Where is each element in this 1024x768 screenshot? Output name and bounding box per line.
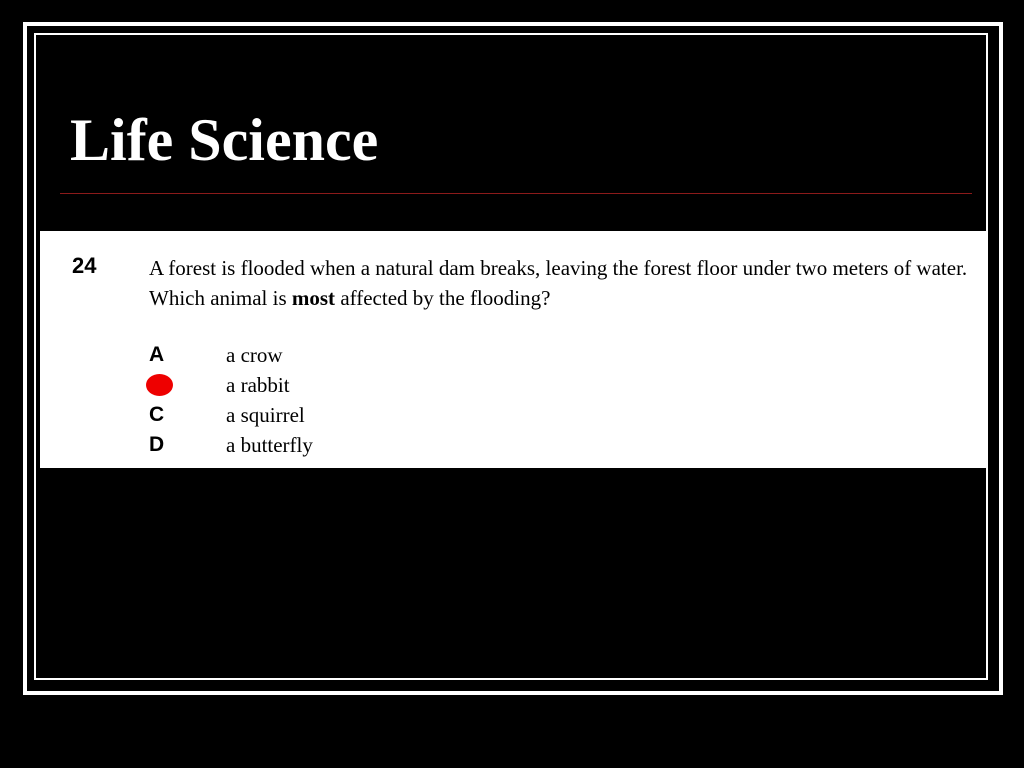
- title-divider: [60, 193, 972, 194]
- choice-letter-a: A: [149, 343, 165, 366]
- answer-choice-d[interactable]: [149, 430, 549, 460]
- selected-answer-mark-icon: [146, 374, 173, 396]
- answer-choice-a[interactable]: [149, 340, 549, 370]
- question-text-end: affected by the flooding?: [335, 286, 551, 310]
- question-text: [149, 253, 985, 313]
- question-number: 24: [72, 253, 97, 278]
- answer-choice-b[interactable]: [149, 370, 549, 400]
- choice-text-c: a squirrel: [226, 403, 305, 427]
- answer-choice-c[interactable]: [149, 400, 549, 430]
- choice-letter-d: D: [149, 433, 165, 456]
- question-text-start: A forest is flooded when a natural dam breaks, leaving the forest floor under two meters of water. Which animal is: [149, 256, 968, 310]
- slide-title: Life Science: [70, 107, 379, 173]
- choice-text-b: a rabbit: [226, 373, 290, 397]
- choice-text-a: a crow: [226, 343, 283, 367]
- question-text-emphasis: most: [291, 286, 336, 310]
- choice-text-d: a butterfly: [226, 433, 313, 457]
- question-panel: [40, 231, 987, 468]
- choice-letter-c: C: [149, 403, 165, 426]
